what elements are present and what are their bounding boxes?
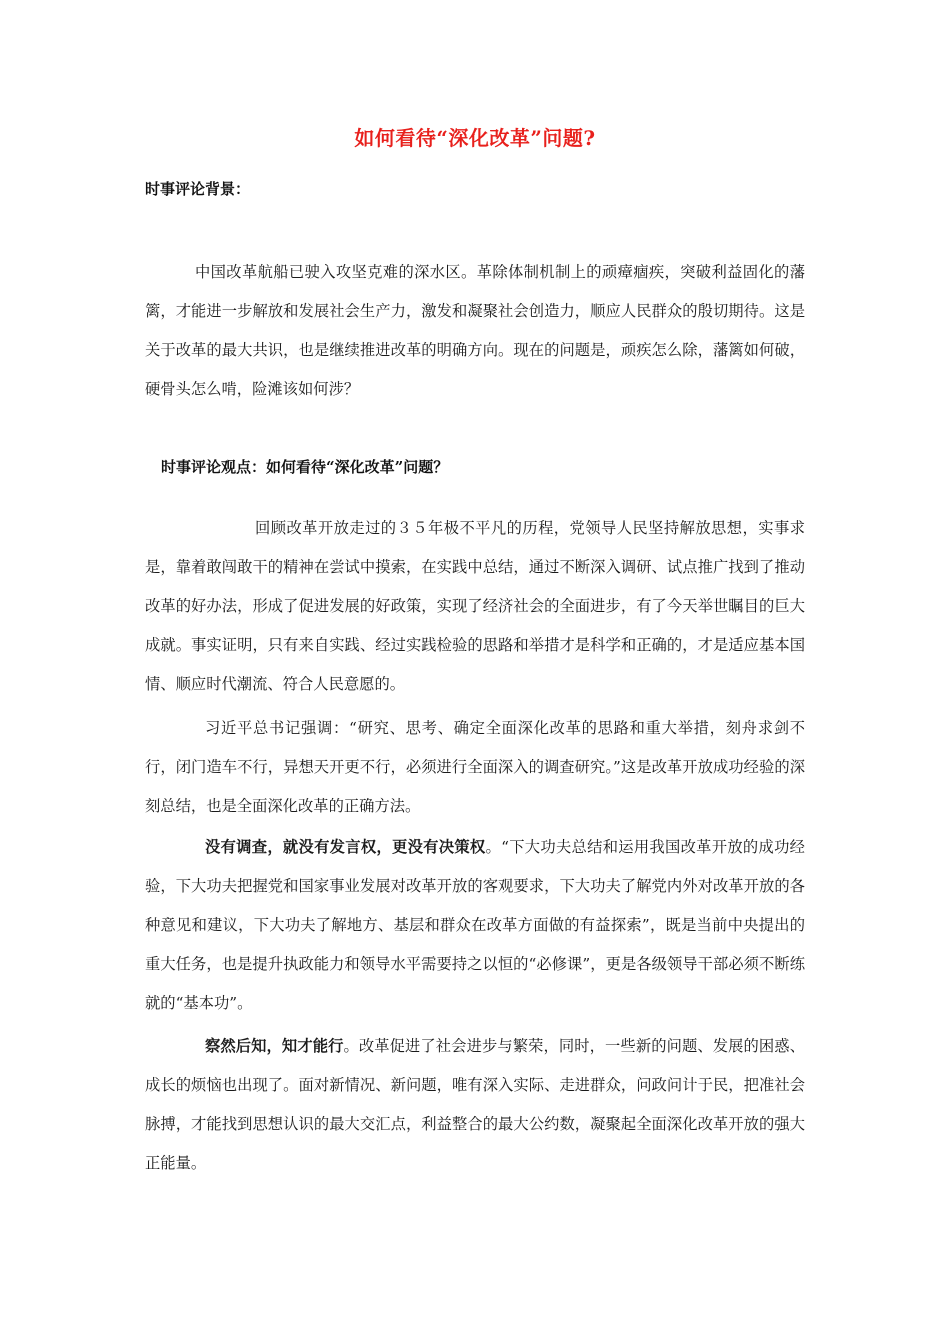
body-paragraph-3 (145, 828, 805, 1023)
document-title: 如何看待“深化改革”问题? (354, 126, 596, 150)
paragraph-3-lead: 没有调查，就没有发言权，更没有决策权 (205, 838, 486, 856)
body-paragraph-4 (145, 1027, 805, 1183)
body-paragraph-2: 习近平总书记强调：“研究、思考、确定全面深化改革的思路和重大举措，刻舟求剑不行，闭门造车不行，异想天开更不行，必须进行全面深入的调查研究。”这是改革开放成功经验的深刻总结，也是全面深化改革的正确方法。 (145, 719, 805, 815)
paragraph-4-lead: 察然后知，知才能行 (205, 1037, 344, 1055)
body-paragraph-1: 回顾改革开放走过的３５年极不平凡的历程，党领导人民坚持解放思想，实事求是，靠着敢闯敢干的精神在尝试中摸索，在实践中总结，通过不断深入调研、试点推广找到了推动改革的好办法，形成了促进发展的好政策，实现了经济社会的全面进步，有了今天举世瞩目的巨大成就。事实证明，只有来自实践、经过实践检验的思路和举措才是科学和正确的，才是适应基本国情、顺应时代潮流、符合人民意愿的。 (145, 519, 805, 693)
paragraph-4-text: 。改革促进了社会进步与繁荣，同时，一些新的问题、发展的困惑、成长的烦恼也出现了。面对新情况、新问题，唯有深入实际、走进群众，问政问计于民，把准社会脉搏，才能找到思想认识的最大交汇点，利益整合的最大公约数，凝聚起全面深化改革开放的强大正能量。 (145, 1037, 805, 1172)
background-heading: 时事评论背景： (145, 180, 251, 198)
viewpoint-heading: 时事评论观点：如何看待“深化改革”问题？ (161, 458, 449, 476)
paragraph-3-text: 。“下大功夫总结和运用我国改革开放的成功经验，下大功夫把握党和国家事业发展对改革开放的客观要求，下大功夫了解党内外对改革开放的各种意见和建议，下大功夫了解地方、基层和群众在改革方面做的有益探索”，既是当前中央提出的重大任务，也是提升执政能力和领导水平需要持之以恒的“必修课”，更是各级领导干部必须不断练就的“基本功”。 (145, 838, 805, 1012)
background-paragraph: 中国改革航船已驶入攻坚克难的深水区。革除体制机制上的顽瘴痼疾，突破利益固化的藩篱，才能进一步解放和发展社会生产力，激发和凝聚社会创造力，顺应人民群众的殷切期待。这是关于改革的最大共识，也是继续推进改革的明确方向。现在的问题是，顽疾怎么除，藩篱如何破，硬骨头怎么啃，险滩该如何涉？ (145, 263, 805, 398)
